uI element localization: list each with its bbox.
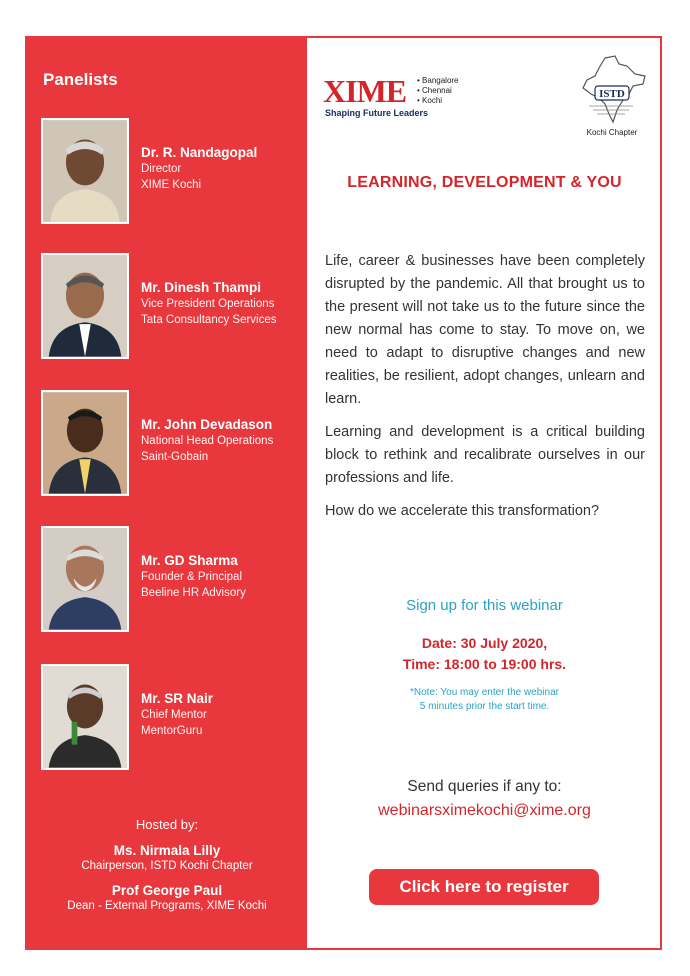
panelist-org: Saint-Gobain <box>141 451 209 463</box>
host-role: Chairperson, ISTD Kochi Chapter <box>81 860 253 872</box>
panelist-card <box>41 390 303 498</box>
panelist-title: Vice President Operations <box>141 298 275 310</box>
queries-label: Send queries if any to: <box>407 778 562 795</box>
person-avatar-icon <box>43 528 127 630</box>
contact-email-link[interactable]: webinarsximekochi@xime.org <box>378 802 591 819</box>
signup-heading: Sign up for this webinar <box>406 597 563 614</box>
svg-text:ISTD: ISTD <box>599 88 625 100</box>
event-date: Date: 30 July 2020, <box>421 635 548 651</box>
panelist-card <box>41 526 303 634</box>
panelist-name: Mr. SR Nair <box>141 691 214 706</box>
event-time: Time: 18:00 to 19:00 hrs. <box>402 656 567 672</box>
person-avatar-icon <box>43 120 127 222</box>
istd-logo <box>575 54 649 140</box>
content-column <box>307 38 662 948</box>
entry-note <box>307 686 662 714</box>
panelist-photo <box>41 664 129 770</box>
person-avatar-icon <box>43 392 127 494</box>
xime-city: • Kochi <box>417 96 443 105</box>
panelist-card <box>41 253 303 361</box>
description-question: How do we accelerate this transformation? <box>325 503 600 519</box>
note-line: 5 minutes prior the start time. <box>419 701 550 712</box>
page-title: LEARNING, DEVELOPMENT & YOU <box>347 174 622 191</box>
panelists-heading: Panelists <box>43 70 118 89</box>
panelist-photo <box>41 118 129 224</box>
event-datetime <box>307 633 662 675</box>
host-name: Ms. Nirmala Lilly <box>113 843 221 858</box>
panelist-photo <box>41 390 129 496</box>
panelist-name: Mr. GD Sharma <box>141 553 238 568</box>
description-paragraph: Learning and development is a critical building block to rethink and recalibrate ourselves in our professions and life. <box>325 424 645 486</box>
hosted-by-label: Hosted by: <box>135 817 199 832</box>
panelist-org: MentorGuru <box>141 725 203 737</box>
panelist-title: Founder & Principal <box>141 571 242 583</box>
register-button[interactable]: Click here to register <box>369 869 599 905</box>
description <box>325 250 645 533</box>
xime-city: • Chennai <box>417 86 452 95</box>
panelist-photo <box>41 253 129 359</box>
panelist-card <box>41 664 303 772</box>
xime-wordmark: XIME <box>323 73 407 109</box>
person-avatar-icon <box>43 255 127 357</box>
panelist-title: Director <box>141 163 182 175</box>
description-paragraph: Life, career & businesses have been completely disrupted by the pandemic. All that brought us to the present will not take us to the future since the new normal has come to stay. To move on, we need to adapt to disruptive changes and new realities, be resilient, adopt changes, unlearn and learn. <box>325 253 645 407</box>
panelists-column <box>27 38 307 948</box>
panelist-photo <box>41 526 129 632</box>
xime-cities <box>417 76 459 106</box>
xime-city: • Bangalore <box>417 76 459 85</box>
hosted-by-section <box>27 816 307 914</box>
panelist-org: XIME Kochi <box>141 179 202 191</box>
note-line: *Note: You may enter the webinar <box>410 687 559 698</box>
xime-logo <box>323 74 483 120</box>
panelist-title: Chief Mentor <box>141 709 207 721</box>
india-map-icon <box>575 54 649 126</box>
person-avatar-icon <box>43 666 127 768</box>
istd-chapter-label: Kochi Chapter <box>586 128 638 137</box>
host-name: Prof George Paul <box>111 883 223 898</box>
panelist-name: Mr. John Devadason <box>141 417 273 432</box>
panelist-org: Tata Consultancy Services <box>141 314 277 326</box>
panelist-org: Beeline HR Advisory <box>141 587 246 599</box>
poster-frame <box>25 36 662 950</box>
host-role: Dean - External Programs, XIME Kochi <box>67 900 267 912</box>
panelist-name: Dr. R. Nandagopal <box>141 145 258 160</box>
xime-tagline: Shaping Future Leaders <box>325 108 429 118</box>
panelist-card <box>41 118 303 226</box>
panelist-title: National Head Operations <box>141 435 274 447</box>
panelist-name: Mr. Dinesh Thampi <box>141 280 262 295</box>
